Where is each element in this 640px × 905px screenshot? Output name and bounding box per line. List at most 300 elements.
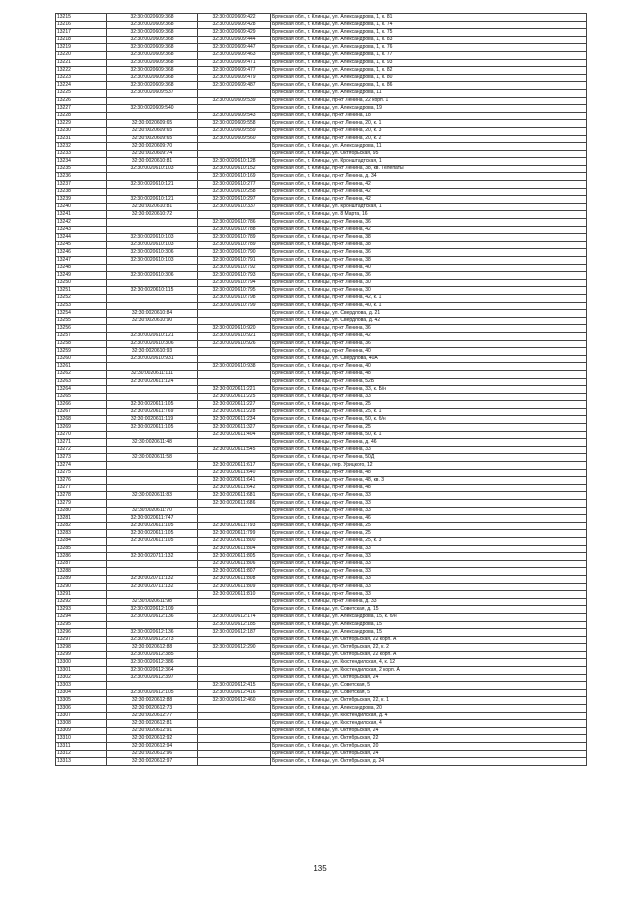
table-row [56,727,587,735]
object-cadastral-number-cell [198,674,271,682]
cadastral-number-cell: 32:30:0020612:273 [107,636,198,644]
cadastral-number-cell: 32:30:0020611:119 [107,416,198,424]
row-number-cell: 13290 [56,583,107,591]
table-row [56,606,587,614]
row-number-cell: 13292 [56,598,107,606]
table-row [56,135,587,143]
address-cell: Брянская обл., г. Клинцы, пр-кт Ленина, 50, к. б/н [271,416,587,424]
address-cell: Брянская обл., г. Клинцы, ул. Свердлова, 40А [271,355,587,363]
address-cell: Брянская обл., г. Клинцы, пр-кт Ленина, д. 34 [271,173,587,181]
row-number-cell: 13252 [56,294,107,302]
table-row [56,500,587,508]
object-cadastral-number-cell [198,712,271,720]
registry-table [55,13,587,766]
object-cadastral-number-cell: 32:30:0020610:297 [198,196,271,204]
row-number-cell: 13281 [56,515,107,523]
table-row [56,181,587,189]
cadastral-number-cell: 32:30:0020612:385 [107,651,198,659]
address-cell: Брянская обл., г. Клинцы, пр-кт Ленина, 25, к. 3 [271,537,587,545]
object-cadastral-number-cell: 32:30:0020609:422 [198,14,271,22]
table-row [56,758,587,766]
cadastral-number-cell: 32:30:0020612:73 [107,705,198,713]
row-number-cell: 13299 [56,651,107,659]
object-cadastral-number-cell: 32:30:0020610:791 [198,257,271,265]
object-cadastral-number-cell: 32:30:0020609:560 [198,135,271,143]
address-cell: Брянская обл., г. Клинцы, пр-кт Ленина, д. 33 [271,598,587,606]
address-cell: Брянская обл., г. Клинцы, ул. Александрова, 1, к. 93 [271,59,587,67]
cadastral-number-cell: 32:30:0020612:92 [107,735,198,743]
table-row [56,689,587,697]
row-number-cell: 13272 [56,446,107,454]
object-cadastral-number-cell [198,515,271,523]
cadastral-number-cell: 32:30:0020610:931 [107,355,198,363]
row-number-cell: 13298 [56,644,107,652]
object-cadastral-number-cell: 32:30:0020611:809 [198,583,271,591]
object-cadastral-number-cell [198,743,271,751]
cadastral-number-cell: 32:30:0020611:70 [107,507,198,515]
table-row [56,537,587,545]
row-number-cell: 13230 [56,127,107,135]
address-cell: Брянская обл., г. Клинцы, пр-кт Ленина, 30 [271,279,587,287]
row-number-cell: 13266 [56,401,107,409]
row-number-cell: 13297 [56,636,107,644]
row-number-cell: 13227 [56,105,107,113]
row-number-cell: 13301 [56,667,107,675]
object-cadastral-number-cell [198,758,271,766]
address-cell: Брянская обл., г. Клинцы, пр-кт Ленина, 33 [271,591,587,599]
address-cell: Брянская обл., г. Клинцы, ул. Октябрьская, 22 корп. А [271,651,587,659]
table-row [56,51,587,59]
object-cadastral-number-cell [198,439,271,447]
address-cell: Брянская обл., г. Клинцы, пр-кт Ленина, 42 [271,181,587,189]
table-row [56,720,587,728]
object-cadastral-number-cell: 32:30:0020610:792 [198,264,271,272]
row-number-cell: 13273 [56,454,107,462]
table-row [56,651,587,659]
table-row [56,150,587,158]
cadastral-number-cell: 32:30:0020610:90 [107,317,198,325]
table-row [56,257,587,265]
row-number-cell: 13295 [56,621,107,629]
table-row [56,401,587,409]
row-number-cell: 13220 [56,51,107,59]
address-cell: Брянская обл., г. Клинцы, пр-кт Ленина, 20, к. 2 [271,135,587,143]
table-row [56,302,587,310]
object-cadastral-number-cell: 32:30:0020612:416 [198,689,271,697]
address-cell: Брянская обл., г. Клинцы, ул. Кронштадтская, 1 [271,203,587,211]
cadastral-number-cell: 32:30:0020609:74 [107,150,198,158]
address-cell: Брянская обл., г. Клинцы, пр-кт Ленина, 22 корп. 1 [271,97,587,105]
cadastral-number-cell: 32:30:0020611:747 [107,515,198,523]
object-cadastral-number-cell: 32:30:0020609:487 [198,82,271,90]
row-number-cell: 13219 [56,44,107,52]
cadastral-number-cell: 32:30:0020610:121 [107,332,198,340]
table-row [56,363,587,371]
object-cadastral-number-cell: 32:30:0020612:174 [198,613,271,621]
cadastral-number-cell: 32:30:0020609:368 [107,29,198,37]
object-cadastral-number-cell: 32:30:0020612:185 [198,621,271,629]
address-cell: Брянская обл., г. Клинцы, пр-кт Ленина, д. 46 [271,439,587,447]
table-row [56,477,587,485]
table-row [56,629,587,637]
cadastral-number-cell [107,545,198,553]
cadastral-number-cell: 32:30:0020611:48 [107,439,198,447]
row-number-cell: 13277 [56,484,107,492]
object-cadastral-number-cell [198,370,271,378]
address-cell: Брянская обл., г. Клинцы, пр-кт Ленина, 50Д [271,454,587,462]
object-cadastral-number-cell: 32:30:0020609:447 [198,44,271,52]
object-cadastral-number-cell: 32:30:0020611:642 [198,484,271,492]
row-number-cell: 13229 [56,120,107,128]
object-cadastral-number-cell: 32:30:0020611:228 [198,408,271,416]
row-number-cell: 13286 [56,553,107,561]
address-cell: Брянская обл., г. Клинцы, ул. Александрова, 15 [271,621,587,629]
cadastral-number-cell: 32:30:0020609:368 [107,74,198,82]
row-number-cell: 13308 [56,720,107,728]
cadastral-number-cell [107,393,198,401]
cadastral-number-cell: 32:30:0020711:132 [107,575,198,583]
address-cell: Брянская обл., г. Клинцы, пр-кт Ленина, 42 [271,226,587,234]
table-row [56,613,587,621]
address-cell: Брянская обл., г. Клинцы, пр-кт Ленина, 33 [271,553,587,561]
table-row [56,659,587,667]
object-cadastral-number-cell: 32:30:0020610:337 [198,203,271,211]
cadastral-number-cell: 32:30:0020609:537 [107,89,198,97]
address-cell: Брянская обл., г. Клинцы, ул. Октябрьская, 24 [271,727,587,735]
address-cell: Брянская обл., г. Клинцы, ул. Советская, 5 [271,689,587,697]
cadastral-number-cell [107,188,198,196]
cadastral-number-cell: 32:30:0020711:132 [107,583,198,591]
object-cadastral-number-cell: 32:30:0020610:920 [198,325,271,333]
address-cell: Брянская обл., г. Клинцы, ул. Октябрьская, 20 [271,743,587,751]
object-cadastral-number-cell [198,317,271,325]
table-row [56,112,587,120]
row-number-cell: 13222 [56,67,107,75]
object-cadastral-number-cell: 32:30:0020610:790 [198,249,271,257]
table-row [56,462,587,470]
address-cell: Брянская обл., г. Клинцы, пр-кт Ленина, 36 [271,219,587,227]
cadastral-number-cell: 32:30:0020609:368 [107,36,198,44]
address-cell: Брянская обл., г. Клинцы, пр-кт Ленина, 33 [271,568,587,576]
object-cadastral-number-cell [198,720,271,728]
object-cadastral-number-cell: 32:30:0020611:686 [198,500,271,508]
object-cadastral-number-cell [198,348,271,356]
table-row [56,370,587,378]
cadastral-number-cell [107,431,198,439]
row-number-cell: 13239 [56,196,107,204]
cadastral-number-cell: 32:30:0020611:105 [107,530,198,538]
table-row [56,67,587,75]
row-number-cell: 13309 [56,727,107,735]
table-row [56,598,587,606]
address-cell: Брянская обл., г. Клинцы, ул. Александрова, 11 [271,143,587,151]
address-cell: Брянская обл., г. Клинцы, ул. Александрова, 1, к. 77 [271,51,587,59]
table-row [56,583,587,591]
cadastral-number-cell [107,302,198,310]
address-cell: Брянская обл., г. Клинцы, ул. Александрова, 1, к. 74 [271,21,587,29]
object-cadastral-number-cell: 32:30:0020611:800 [198,537,271,545]
object-cadastral-number-cell [198,598,271,606]
row-number-cell: 13287 [56,560,107,568]
row-number-cell: 13285 [56,545,107,553]
row-number-cell: 13225 [56,89,107,97]
cadastral-number-cell: 32:30:0020612:91 [107,727,198,735]
address-cell: Брянская обл., г. Клинцы, ул. 8 Марта, 16 [271,211,587,219]
address-cell: Брянская обл., г. Клинцы, пр-кт Ленина, 40 [271,363,587,371]
row-number-cell: 13304 [56,689,107,697]
row-number-cell: 13249 [56,272,107,280]
object-cadastral-number-cell: 32:30:0020610:169 [198,173,271,181]
cadastral-number-cell: 32:30:0020609:368 [107,44,198,52]
address-cell: Брянская обл., г. Клинцы, пр-кт Ленина, 36 [271,249,587,257]
table-row [56,386,587,394]
address-cell: Брянская обл., г. Клинцы, ул. Александрова, 20 [271,705,587,713]
address-cell: Брянская обл., г. Клинцы, ул. Кюстендилская, д. 4 [271,712,587,720]
cadastral-number-cell: 32:30:0020610:115 [107,287,198,295]
cadastral-number-cell: 32:30:0020609:540 [107,105,198,113]
address-cell: Брянская обл., г. Клинцы, ул. Александрова, 15 [271,629,587,637]
object-cadastral-number-cell [198,211,271,219]
cadastral-number-cell [107,325,198,333]
object-cadastral-number-cell: 32:30:0020611:681 [198,492,271,500]
address-cell: Брянская обл., г. Клинцы, пр-кт Ленина, 25, к. 1 [271,408,587,416]
table-row [56,348,587,356]
object-cadastral-number-cell: 32:30:0020609:558 [198,120,271,128]
object-cadastral-number-cell: 32:30:0020611:804 [198,545,271,553]
table-row [56,89,587,97]
object-cadastral-number-cell [198,659,271,667]
object-cadastral-number-cell: 32:30:0020611:799 [198,530,271,538]
address-cell: Брянская обл., г. Клинцы, пр-кт Ленина, 30 [271,287,587,295]
row-number-cell: 13283 [56,530,107,538]
address-cell: Брянская обл., г. Клинцы, ул. Октябрьская, 22, к. 2 [271,644,587,652]
row-number-cell: 13278 [56,492,107,500]
object-cadastral-number-cell: 32:30:0020612:290 [198,644,271,652]
address-cell: Брянская обл., г. Клинцы, ул. Октябрьская, 24 [271,674,587,682]
address-cell: Брянская обл., г. Клинцы, ул. Октябрьская, 24 [271,750,587,758]
row-number-cell: 13242 [56,219,107,227]
row-number-cell: 13232 [56,143,107,151]
object-cadastral-number-cell: 32:30:0020611:806 [198,560,271,568]
table-row [56,636,587,644]
table-row [56,173,587,181]
address-cell: Брянская обл., г. Клинцы, пр-кт Ленина, 48 [271,370,587,378]
row-number-cell: 13231 [56,135,107,143]
cadastral-number-cell: 32:30:0020610:306 [107,340,198,348]
cadastral-number-cell: 32:30:0020612:105 [107,689,198,697]
address-cell: Брянская обл., г. Клинцы, пр-кт Ленина, 38 [271,241,587,249]
row-number-cell: 13247 [56,257,107,265]
address-cell: Брянская обл., г. Клинцы, пр-кт Ленина, 40 [271,264,587,272]
object-cadastral-number-cell [198,150,271,158]
table-row [56,378,587,386]
table-row [56,317,587,325]
table-row [56,143,587,151]
row-number-cell: 13256 [56,325,107,333]
address-cell: Брянская обл., г. Клинцы, ул. Октябрьская, 22 корп. А [271,636,587,644]
cadastral-number-cell: 32:30:0020610:93 [107,348,198,356]
row-number-cell: 13234 [56,158,107,166]
table-row [56,196,587,204]
table-row [56,127,587,135]
cadastral-number-cell: 32:30:0020611:105 [107,401,198,409]
address-cell: Брянская обл., г. Клинцы, ул. Кюстендилская, 4, к. 12 [271,659,587,667]
cadastral-number-cell: 32:30:0020609:368 [107,14,198,22]
cadastral-number-cell: 32:30:0020610:121 [107,181,198,189]
address-cell: Брянская обл., г. Клинцы, пр-кт Ленина, 48 [271,484,587,492]
cadastral-number-cell: 32:30:0020610:72 [107,211,198,219]
table-row [56,165,587,173]
object-cadastral-number-cell: 32:30:0020611:807 [198,568,271,576]
cadastral-number-cell: 32:30:0020609:70 [107,143,198,151]
table-row [56,249,587,257]
object-cadastral-number-cell: 32:30:0020611:808 [198,575,271,583]
table-row [56,705,587,713]
table-row [56,743,587,751]
table-row [56,105,587,113]
cadastral-number-cell: 32:30:0020612:88 [107,644,198,652]
cadastral-number-cell: 32:30:0020711:132 [107,553,198,561]
object-cadastral-number-cell: 32:30:0020609:429 [198,29,271,37]
cadastral-number-cell: 32:30:0020611:769 [107,408,198,416]
object-cadastral-number-cell: 32:30:0020610:152 [198,165,271,173]
table-row [56,340,587,348]
table-row [56,454,587,462]
cadastral-number-cell: 32:30:0020610:103 [107,257,198,265]
row-number-cell: 13248 [56,264,107,272]
table-row [56,355,587,363]
cadastral-number-cell: 32:30:0020612:397 [107,674,198,682]
address-cell: Брянская обл., г. Клинцы, пр-кт Ленина, 33 [271,575,587,583]
address-cell: Брянская обл., г. Клинцы, пр-кт Ленина, 33 [271,545,587,553]
object-cadastral-number-cell [198,667,271,675]
table-row [56,621,587,629]
address-cell: Брянская обл., г. Клинцы, ул. Советская, д. 15 [271,606,587,614]
page-number: 135 [313,864,327,873]
object-cadastral-number-cell: 32:30:0020610:793 [198,272,271,280]
table-row [56,120,587,128]
row-number-cell: 13300 [56,659,107,667]
row-number-cell: 13257 [56,332,107,340]
table-row [56,219,587,227]
object-cadastral-number-cell: 32:30:0020611:221 [198,386,271,394]
table-row [56,492,587,500]
table-row [56,439,587,447]
cadastral-number-cell: 32:30:0020609:368 [107,82,198,90]
address-cell: Брянская обл., г. Клинцы, пр-кт Ленина, 25 [271,522,587,530]
table-row [56,446,587,454]
row-number-cell: 13268 [56,416,107,424]
object-cadastral-number-cell: 32:30:0020611:225 [198,393,271,401]
object-cadastral-number-cell: 32:30:0020610:799 [198,302,271,310]
address-cell: Брянская обл., г. Клинцы, пр-кт Ленина, 33 [271,446,587,454]
row-number-cell: 13226 [56,97,107,105]
row-number-cell: 13245 [56,241,107,249]
address-cell: Брянская обл., г. Клинцы, ул. Кюстендилская, 2 корп. А [271,667,587,675]
object-cadastral-number-cell [198,735,271,743]
address-cell: Брянская обл., г. Клинцы, ул. Александрова, 1, к. 76 [271,44,587,52]
object-cadastral-number-cell: 32:30:0020609:463 [198,51,271,59]
table-row [56,431,587,439]
row-number-cell: 13288 [56,568,107,576]
cadastral-number-cell: 32:30:0020609:368 [107,59,198,67]
table-row [56,712,587,720]
address-cell: Брянская обл., г. Клинцы, пр-кт Ленина, 38, кв. Телепаты [271,165,587,173]
object-cadastral-number-cell [198,454,271,462]
address-cell: Брянская обл., г. Клинцы, ул. Александрова, 1, к. 75 [271,29,587,37]
row-number-cell: 13265 [56,393,107,401]
row-number-cell: 13312 [56,750,107,758]
object-cadastral-number-cell: 32:30:0020610:786 [198,219,271,227]
table-row [56,211,587,219]
address-cell: Брянская обл., г. Клинцы, ул. Кюстендилская, 4 [271,720,587,728]
object-cadastral-number-cell: 32:30:0020610:789 [198,234,271,242]
row-number-cell: 13264 [56,386,107,394]
address-cell: Брянская обл., г. Клинцы, пр-кт Ленина, 18 [271,112,587,120]
table-row [56,568,587,576]
cadastral-number-cell: 32:30:0020610:103 [107,165,198,173]
cadastral-number-cell: 32:30:0020610:81 [107,203,198,211]
address-cell: Брянская обл., г. Клинцы, ул. Октябрьская, 22, к. 1 [271,697,587,705]
address-cell: Брянская обл., г. Клинцы, пр-кт Ленина, 25 [271,401,587,409]
object-cadastral-number-cell: 32:30:0020611:227 [198,401,271,409]
object-cadastral-number-cell: 32:30:0020611:810 [198,591,271,599]
table-row [56,522,587,530]
table-row [56,408,587,416]
object-cadastral-number-cell: 32:30:0020610:795 [198,287,271,295]
row-number-cell: 13221 [56,59,107,67]
row-number-cell: 13251 [56,287,107,295]
cadastral-number-cell [107,469,198,477]
object-cadastral-number-cell: 32:30:0020611:793 [198,522,271,530]
object-cadastral-number-cell: 32:30:0020611:641 [198,477,271,485]
table-row [56,697,587,705]
object-cadastral-number-cell: 32:30:0020610:277 [198,181,271,189]
object-cadastral-number-cell: 32:30:0020609:444 [198,36,271,44]
address-cell: Брянская обл., г. Клинцы, ул. Советская, 5 [271,682,587,690]
row-number-cell: 13241 [56,211,107,219]
cadastral-number-cell: 32:30:0020612:94 [107,743,198,751]
object-cadastral-number-cell: 32:30:0020610:258 [198,188,271,196]
row-number-cell: 13306 [56,705,107,713]
table-row [56,575,587,583]
address-cell: Брянская обл., г. Клинцы, ул. Свердлова, д. 21 [271,310,587,318]
cadastral-number-cell: 32:30:0020609:368 [107,51,198,59]
row-number-cell: 13276 [56,477,107,485]
object-cadastral-number-cell: 32:30:0020609:479 [198,74,271,82]
address-cell: Брянская обл., г. Клинцы, пр-кт Ленина, 42 [271,332,587,340]
object-cadastral-number-cell: 32:30:0020609:543 [198,112,271,120]
row-number-cell: 13223 [56,74,107,82]
table-row [56,545,587,553]
object-cadastral-number-cell: 32:30:0020609:477 [198,67,271,75]
cadastral-number-cell: 32:30:0020611:105 [107,537,198,545]
table-row [56,507,587,515]
row-number-cell: 13310 [56,735,107,743]
row-number-cell: 13244 [56,234,107,242]
object-cadastral-number-cell: 32:30:0020610:921 [198,332,271,340]
table-row [56,644,587,652]
row-number-cell: 13307 [56,712,107,720]
row-number-cell: 13233 [56,150,107,158]
cadastral-number-cell: 32:30:0020609:65 [107,135,198,143]
row-number-cell: 13255 [56,317,107,325]
address-cell: Брянская обл., г. Клинцы, пр-кт Ленина, 42, к. 1 [271,294,587,302]
object-cadastral-number-cell: 32:30:0020609:539 [198,97,271,105]
address-cell: Брянская обл., г. Клинцы, ул. Александрова, 11 [271,89,587,97]
address-cell: Брянская обл., г. Клинцы, пр-кт Ленина, 33, к. Б/н [271,386,587,394]
row-number-cell: 13282 [56,522,107,530]
